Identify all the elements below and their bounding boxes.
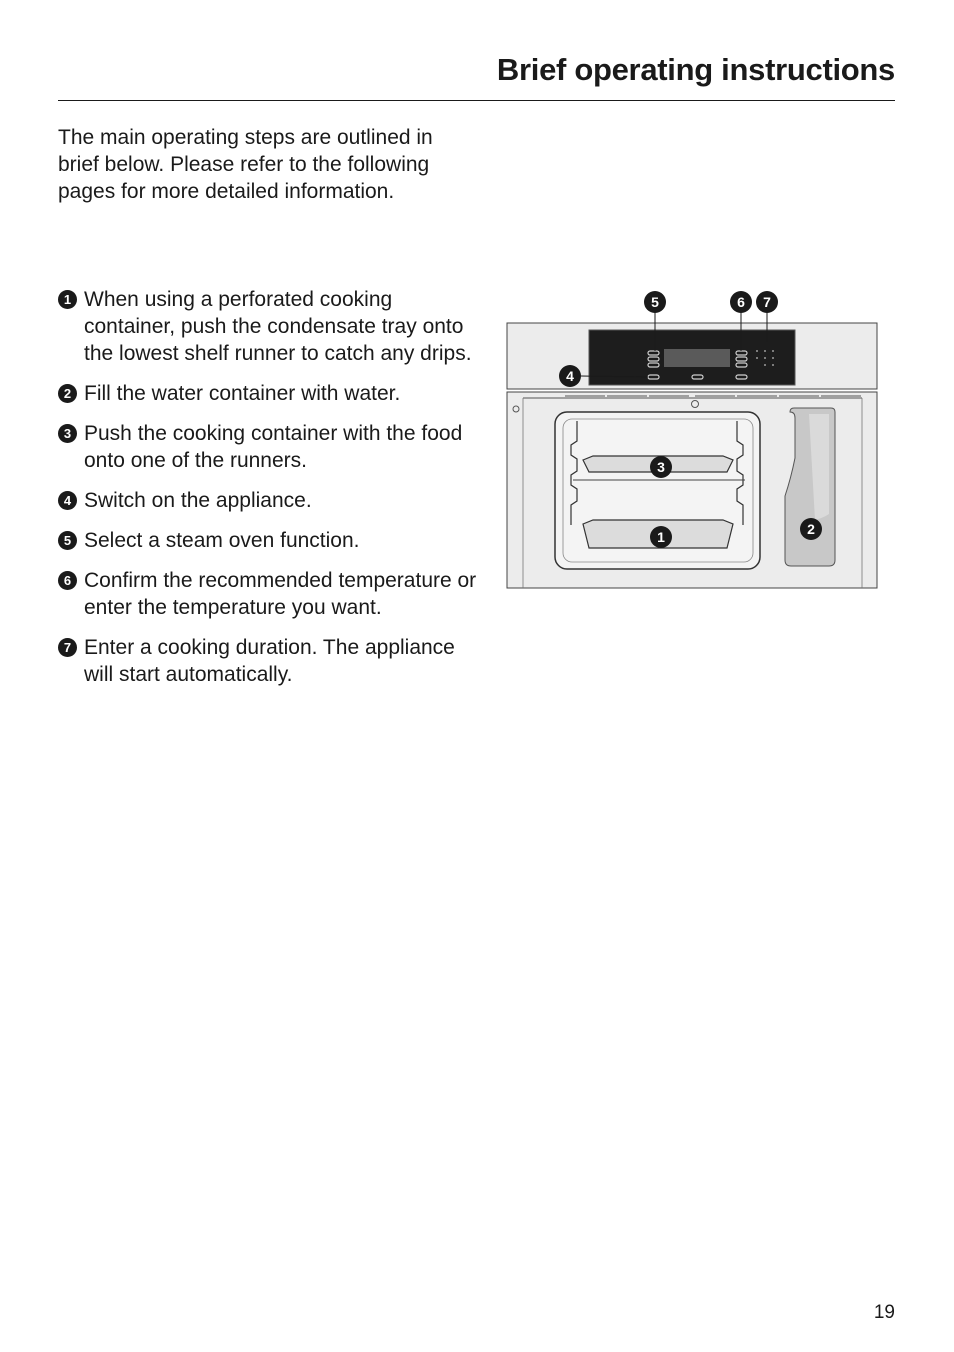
step-text: When using a perforated cooking container, push the condensate tray onto the lowest shelf runner to catch any drips. <box>84 288 472 365</box>
callout-6 <box>730 291 752 313</box>
callout-label: 3 <box>657 459 665 475</box>
step-text: Switch on the appliance. <box>84 489 312 512</box>
step-text: Select a steam oven function. <box>84 529 360 552</box>
callout-label: 5 <box>651 294 659 310</box>
step-text: Confirm the recommended temperature or enter the temperature you want. <box>84 569 477 619</box>
step-text: Push the cooking container with the food onto one of the runners. <box>84 422 463 472</box>
callout-label: 1 <box>657 529 665 545</box>
callout-2 <box>800 518 822 540</box>
callout-label: 4 <box>566 368 574 384</box>
callout-7 <box>756 291 778 313</box>
step-number-badge: 5 <box>58 531 77 550</box>
step-2 <box>58 380 478 407</box>
step-text: Fill the water container with water. <box>84 382 401 405</box>
steam-oven-diagram <box>505 288 880 593</box>
step-number-badge: 7 <box>58 638 77 657</box>
page-title: Brief operating instructions <box>496 52 895 87</box>
callout-label: 7 <box>763 294 771 310</box>
step-1 <box>58 286 478 367</box>
step-7 <box>58 634 478 688</box>
step-3 <box>58 420 478 474</box>
display-window <box>664 349 730 367</box>
step-4 <box>58 487 478 514</box>
callout-3 <box>650 456 672 478</box>
callout-4 <box>559 365 581 387</box>
step-text: Enter a cooking duration. The appliance will start automatically. <box>84 636 455 686</box>
step-number-badge: 6 <box>58 571 77 590</box>
step-5 <box>58 527 478 554</box>
step-6 <box>58 567 478 621</box>
intro-paragraph: The main operating steps are outlined in brief below. Please refer to the following pages for more detailed information. <box>58 126 433 203</box>
step-number-badge: 2 <box>58 384 77 403</box>
step-number-badge: 1 <box>58 290 77 309</box>
page-number: 19 <box>873 1302 895 1323</box>
callout-5 <box>644 291 666 313</box>
callout-1 <box>650 526 672 548</box>
step-number-badge: 4 <box>58 491 77 510</box>
title-rule <box>58 100 895 101</box>
step-number-badge: 3 <box>58 424 77 443</box>
callout-label: 2 <box>807 521 815 537</box>
steps-list <box>58 286 478 701</box>
callout-label: 6 <box>737 294 745 310</box>
